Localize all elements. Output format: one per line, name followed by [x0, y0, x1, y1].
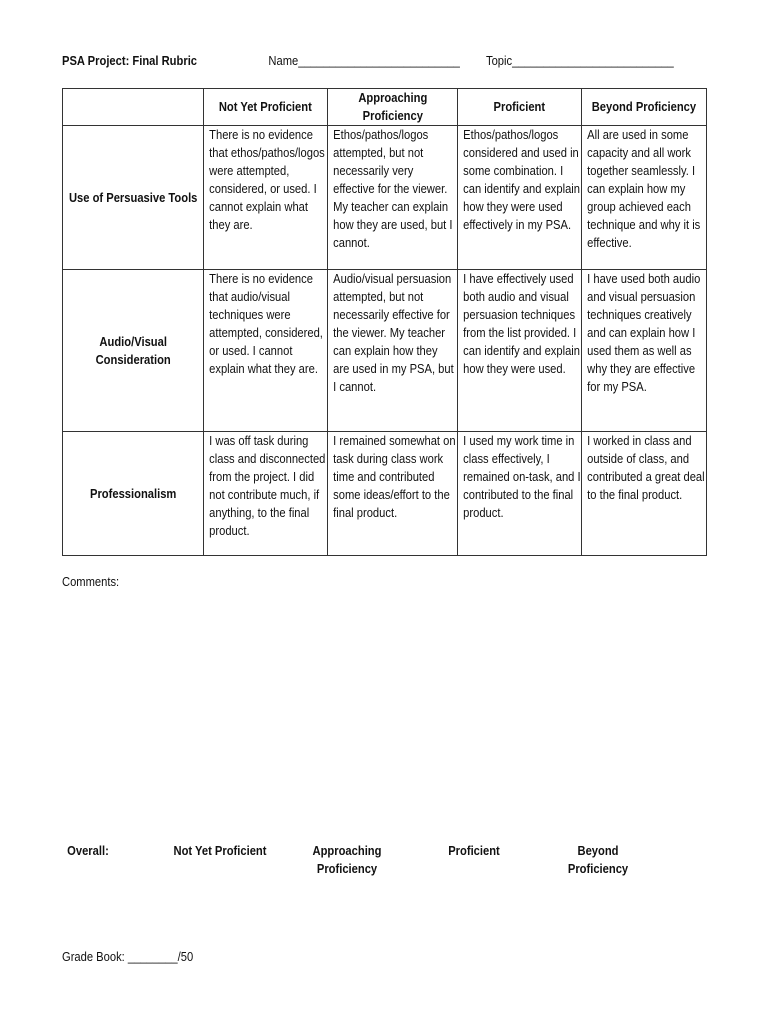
- rubric-cell: Ethos/pathos/logos attempted, but not necessarily very effective for the viewer. My teacher can explain how they are used, but I cannot.: [328, 126, 458, 270]
- rubric-cell: Audio/visual persuasion attempted, but not necessarily effective for the viewer. My teacher can explain how they are used in my PSA, but I cannot.: [328, 270, 458, 432]
- overall-level-not-yet[interactable]: Not Yet Proficient: [173, 843, 267, 858]
- overall-level-approaching[interactable]: Approaching Proficiency: [312, 843, 382, 876]
- criterion-label: Professionalism: [63, 432, 204, 556]
- rubric-cell: I was off task during class and disconnected from the project. I did not contribute much, if anything, to the final product.: [204, 432, 328, 556]
- column-header: Not Yet Proficient: [204, 89, 328, 126]
- header: [62, 53, 674, 68]
- rubric-cell: I remained somewhat on task during class work time and contributed some ideas/effort to the final product.: [328, 432, 458, 556]
- rubric-cell: I have used both audio and visual persuasion techniques creatively and can explain how I used them as well as why they are effective for my PSA.: [582, 270, 707, 432]
- column-header: Proficient: [458, 89, 582, 126]
- rubric-cell: All are used in some capacity and all work together seamlessly. I can explain how my group achieved each technique and why it is effective.: [582, 126, 707, 270]
- comments-label: Comments:: [62, 574, 120, 589]
- rubric-title: PSA Project: Final Rubric: [62, 53, 198, 68]
- column-header: Approaching Proficiency: [328, 89, 458, 126]
- rubric-header-row: [63, 89, 707, 126]
- corner-cell: [63, 89, 204, 126]
- column-header: Beyond Proficiency: [582, 89, 707, 126]
- rubric-table: [62, 88, 707, 556]
- rubric-row-professionalism: [63, 432, 707, 556]
- name-field[interactable]: Name__________________________: [268, 53, 460, 68]
- rubric-cell: I used my work time in class effectively, I remained on-task, and I contributed to the final product.: [458, 432, 582, 556]
- criterion-label: Use of Persuasive Tools: [63, 126, 204, 270]
- rubric-cell: There is no evidence that audio/visual techniques were attempted, considered, or used. I cannot explain what they are.: [204, 270, 328, 432]
- rubric-cell: There is no evidence that ethos/pathos/logos were attempted, considered, or used. I cannot explain what they are.: [204, 126, 328, 270]
- rubric-row-persuasive-tools: [63, 126, 707, 270]
- rubric-cell: I have effectively used both audio and visual persuasion techniques from the list provided. I can identify and explain how they were used.: [458, 270, 582, 432]
- grade-book-field[interactable]: Grade Book: ________/50: [62, 949, 194, 964]
- rubric-row-audio-visual: [63, 270, 707, 432]
- criterion-label: Audio/Visual Consideration: [63, 270, 204, 432]
- rubric-cell: I worked in class and outside of class, and contributed a great deal to the final product.: [582, 432, 707, 556]
- rubric-cell: Ethos/pathos/logos considered and used in some combination. I can identify and explain how they were used effectively in my PSA.: [458, 126, 582, 270]
- overall-level-beyond[interactable]: Beyond Proficiency: [567, 843, 629, 876]
- overall-label: Overall:: [67, 843, 109, 858]
- overall-level-proficient[interactable]: Proficient: [448, 843, 500, 858]
- topic-field[interactable]: Topic__________________________: [485, 53, 674, 68]
